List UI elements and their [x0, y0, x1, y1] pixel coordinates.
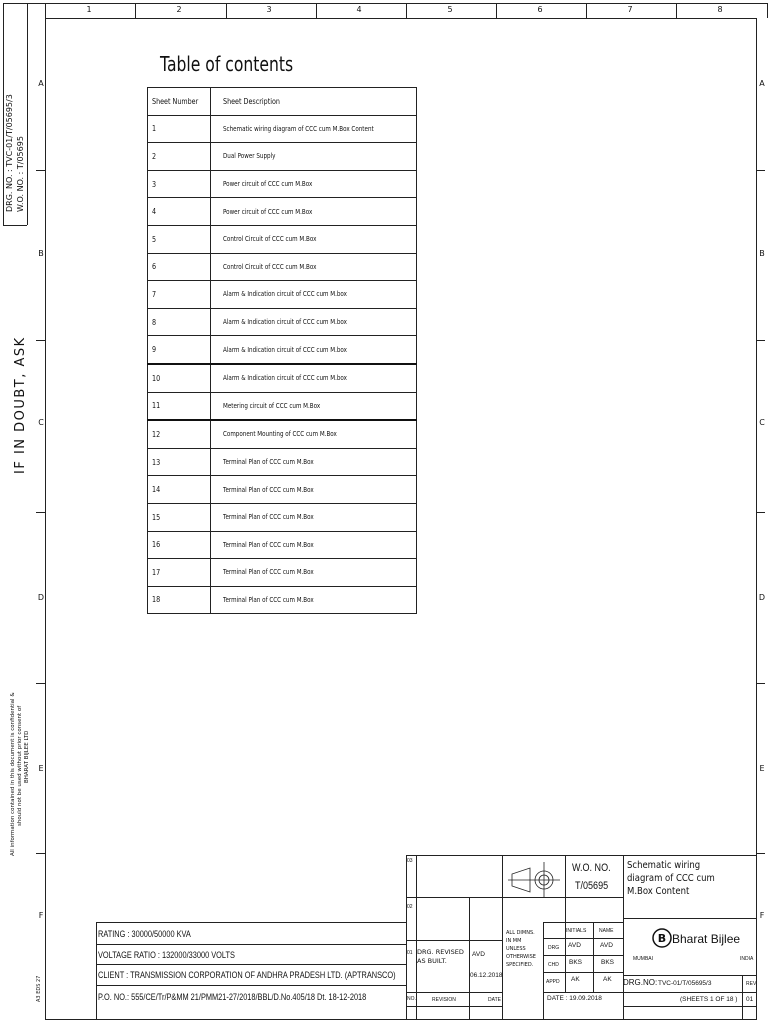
- toc-sheet-number: 15: [148, 503, 211, 531]
- toc-sheet-description: Terminal Plan of CCC cum M.Box: [210, 531, 416, 559]
- appd-initials: AK: [571, 976, 580, 983]
- toc-row: [148, 476, 417, 504]
- zone-row-e-left: E: [38, 764, 44, 773]
- toc-sheet-number: 8: [148, 308, 211, 336]
- zone-col-2: 2: [176, 5, 182, 14]
- drg-label: DRG: [548, 945, 560, 951]
- toc-sheet-number: 5: [148, 225, 211, 253]
- toc-sheet-description: Alarm & Indication circuit of CCC cum M.box: [210, 336, 416, 364]
- toc-sheet-number: 11: [148, 392, 211, 420]
- toc-sheet-number: 6: [148, 253, 211, 281]
- toc-sheet-description: Terminal Plan of CCC cum M.Box: [210, 586, 416, 614]
- confidential-line-1: All information contained in this document is confidential &: [10, 692, 16, 856]
- toc-row: [148, 115, 417, 143]
- toc-sheet-number: 17: [148, 559, 211, 587]
- zone-col-7: 7: [627, 5, 633, 14]
- zone-col-3: 3: [266, 5, 272, 14]
- dimensions-note: ALL DIMNS. IN MM UNLESS OTHERWISE SPECIFIED.: [506, 930, 536, 968]
- toc-row: [148, 225, 417, 253]
- toc-sheet-number: 14: [148, 476, 211, 504]
- toc-sheet-description: Terminal Plan of CCC cum M.Box: [210, 503, 416, 531]
- zone-col-5: 5: [447, 5, 453, 14]
- toc-row: [148, 503, 417, 531]
- toc-sheet-description: Power circuit of CCC cum M.Box: [210, 198, 416, 226]
- toc-row: [148, 448, 417, 476]
- company-country: INDIA: [740, 956, 754, 962]
- toc-sheet-number: 1: [148, 115, 211, 143]
- toc-sheet-description: Metering circuit of CCC cum M.Box: [210, 392, 416, 420]
- zone-row-d-right: D: [758, 593, 766, 602]
- toc-sheet-description: Alarm & Indication circuit of CCC cum M.box: [210, 364, 416, 392]
- toc-sheet-number: 18: [148, 586, 211, 614]
- name-header: NAME: [599, 928, 614, 934]
- zone-col-6: 6: [537, 5, 543, 14]
- zone-row-c-right: C: [759, 418, 765, 427]
- toc-row: [148, 170, 417, 198]
- toc-header-number: Sheet Number: [148, 88, 211, 116]
- revision-date: 06.12.2018: [470, 972, 503, 979]
- rev-label: REV: [746, 981, 757, 987]
- zone-row-c-left: C: [38, 418, 44, 427]
- revision-column-label: REVISION: [432, 997, 456, 1003]
- drg-no-label: DRG.NO:: [623, 978, 658, 987]
- drg-name: AVD: [600, 942, 613, 949]
- toc-table: [147, 87, 417, 614]
- zone-row-a-right: A: [759, 79, 765, 88]
- chd-label: CHD: [548, 962, 559, 968]
- toc-sheet-number: 4: [148, 198, 211, 226]
- toc-sheet-description: Terminal Plan of CCC cum M.Box: [210, 559, 416, 587]
- toc-sheet-number: 9: [148, 336, 211, 364]
- client: CLIENT : TRANSMISSION CORPORATION OF ANDHRA PRADESH LTD. (APTRANSCO): [98, 970, 396, 980]
- toc-row: [148, 392, 417, 420]
- zone-col-4: 4: [356, 5, 362, 14]
- zone-col-1: 1: [86, 5, 92, 14]
- zone-row-f-left: F: [38, 911, 44, 920]
- revision-description: DRG. REVISED AS BUILT.: [417, 948, 464, 965]
- toc-sheet-number: 12: [148, 420, 211, 448]
- toc-sheet-description: Control Circuit of CCC cum M.Box: [210, 225, 416, 253]
- chd-initials: BKS: [569, 959, 583, 966]
- drg-no-value: TVC-01/T/05695/3: [658, 980, 712, 987]
- side-drg-no: DRG. NO. : TVC-01/T/05695/3: [5, 94, 14, 212]
- page-title: Table of contents: [160, 52, 294, 76]
- toc-sheet-number: 16: [148, 531, 211, 559]
- toc-sheet-description: Alarm & Indication circuit of CCC cum M.box: [210, 281, 416, 309]
- wo-value: T/05695: [575, 880, 609, 892]
- toc-row: [148, 559, 417, 587]
- toc-row: [148, 198, 417, 226]
- toc-row: [148, 420, 417, 448]
- toc-sheet-description: Schematic wiring diagram of CCC cum M.Box Content: [210, 115, 416, 143]
- revision-by: AVD: [472, 951, 485, 958]
- drg-initials: AVD: [568, 942, 581, 949]
- rev-value: 01: [746, 996, 754, 1003]
- toc-sheet-description: Component Mounting of CCC cum M.Box: [210, 420, 416, 448]
- zone-row-e-right: E: [759, 764, 765, 773]
- toc-sheet-number: 3: [148, 170, 211, 198]
- toc-row: [148, 253, 417, 281]
- projection-symbol-icon: [506, 860, 562, 900]
- initials-header: INITIALS: [566, 928, 587, 934]
- toc-sheet-description: Control Circuit of CCC cum M.Box: [210, 253, 416, 281]
- bharat-bijlee-logo-icon: [652, 928, 672, 948]
- sheets: (SHEETS 1 OF 18 ): [680, 996, 738, 1003]
- toc-header-description: Sheet Description: [210, 88, 416, 116]
- toc-sheet-number: 10: [148, 364, 211, 392]
- zone-col-8: 8: [717, 5, 723, 14]
- toc-sheet-description: Dual Power Supply: [210, 143, 416, 171]
- toc-body: [148, 115, 417, 614]
- po-number: P.O. NO.: 555/CE/Tr/P&MM 21/PMM21-27/2018/BBL/D.No.405/18 Dt. 18-12-2018: [98, 992, 367, 1002]
- if-in-doubt-ask: IF IN DOUBT, ASK: [13, 336, 28, 474]
- svg-text:B: B: [657, 932, 667, 945]
- form-code: A3 EDS 27: [36, 975, 42, 1002]
- toc-row: [148, 143, 417, 171]
- toc-sheet-number: 7: [148, 281, 211, 309]
- toc-row: [148, 586, 417, 614]
- company-city: MUMBAI: [633, 956, 653, 962]
- rev-label-02: 02: [407, 904, 413, 910]
- toc-header-row: [148, 88, 417, 116]
- zone-row-d-left: D: [37, 593, 45, 602]
- side-wo-no: W.O. NO. : T/05695: [16, 136, 25, 212]
- rev-label-03: 03: [407, 858, 413, 864]
- sheet-title: Schematic wiring diagram of CCC cum M.Box Content: [627, 860, 715, 897]
- confidential-line-2: should not be used without prior consent of: [17, 705, 23, 826]
- toc-sheet-description: Power circuit of CCC cum M.Box: [210, 170, 416, 198]
- toc-row: [148, 364, 417, 392]
- zone-row-b-left: B: [38, 249, 44, 258]
- toc-row: [148, 336, 417, 364]
- date-column-label: DATE: [488, 997, 501, 1003]
- toc-sheet-description: Terminal Plan of CCC cum M.Box: [210, 448, 416, 476]
- toc-sheet-description: Terminal Plan of CCC cum M.Box: [210, 476, 416, 504]
- rev-label-01: 01: [407, 950, 413, 956]
- drawing-date: DATE : 19.09.2018: [547, 995, 602, 1002]
- wo-label: W.O. NO.: [572, 862, 611, 874]
- toc-row: [148, 308, 417, 336]
- voltage-ratio: VOLTAGE RATIO : 132000/33000 VOLTS: [98, 950, 235, 960]
- appd-label: APPD: [546, 979, 560, 985]
- toc-sheet-description: Alarm & Indication circuit of CCC cum M.box: [210, 308, 416, 336]
- toc-row: [148, 531, 417, 559]
- toc-sheet-number: 2: [148, 143, 211, 171]
- rev-label-no: NO.: [407, 996, 416, 1002]
- rating: RATING : 30000/50000 KVA: [98, 929, 191, 939]
- appd-name: AK: [603, 976, 612, 983]
- zone-row-a-left: A: [38, 79, 44, 88]
- toc-row: [148, 281, 417, 309]
- company-name: Bharat Bijlee: [672, 932, 741, 946]
- confidential-line-3: BHARAT BIJLEE LTD: [24, 730, 30, 783]
- zone-row-f-right: F: [759, 911, 765, 920]
- zone-row-b-right: B: [759, 249, 765, 258]
- toc-sheet-number: 13: [148, 448, 211, 476]
- chd-name: BKS: [601, 959, 615, 966]
